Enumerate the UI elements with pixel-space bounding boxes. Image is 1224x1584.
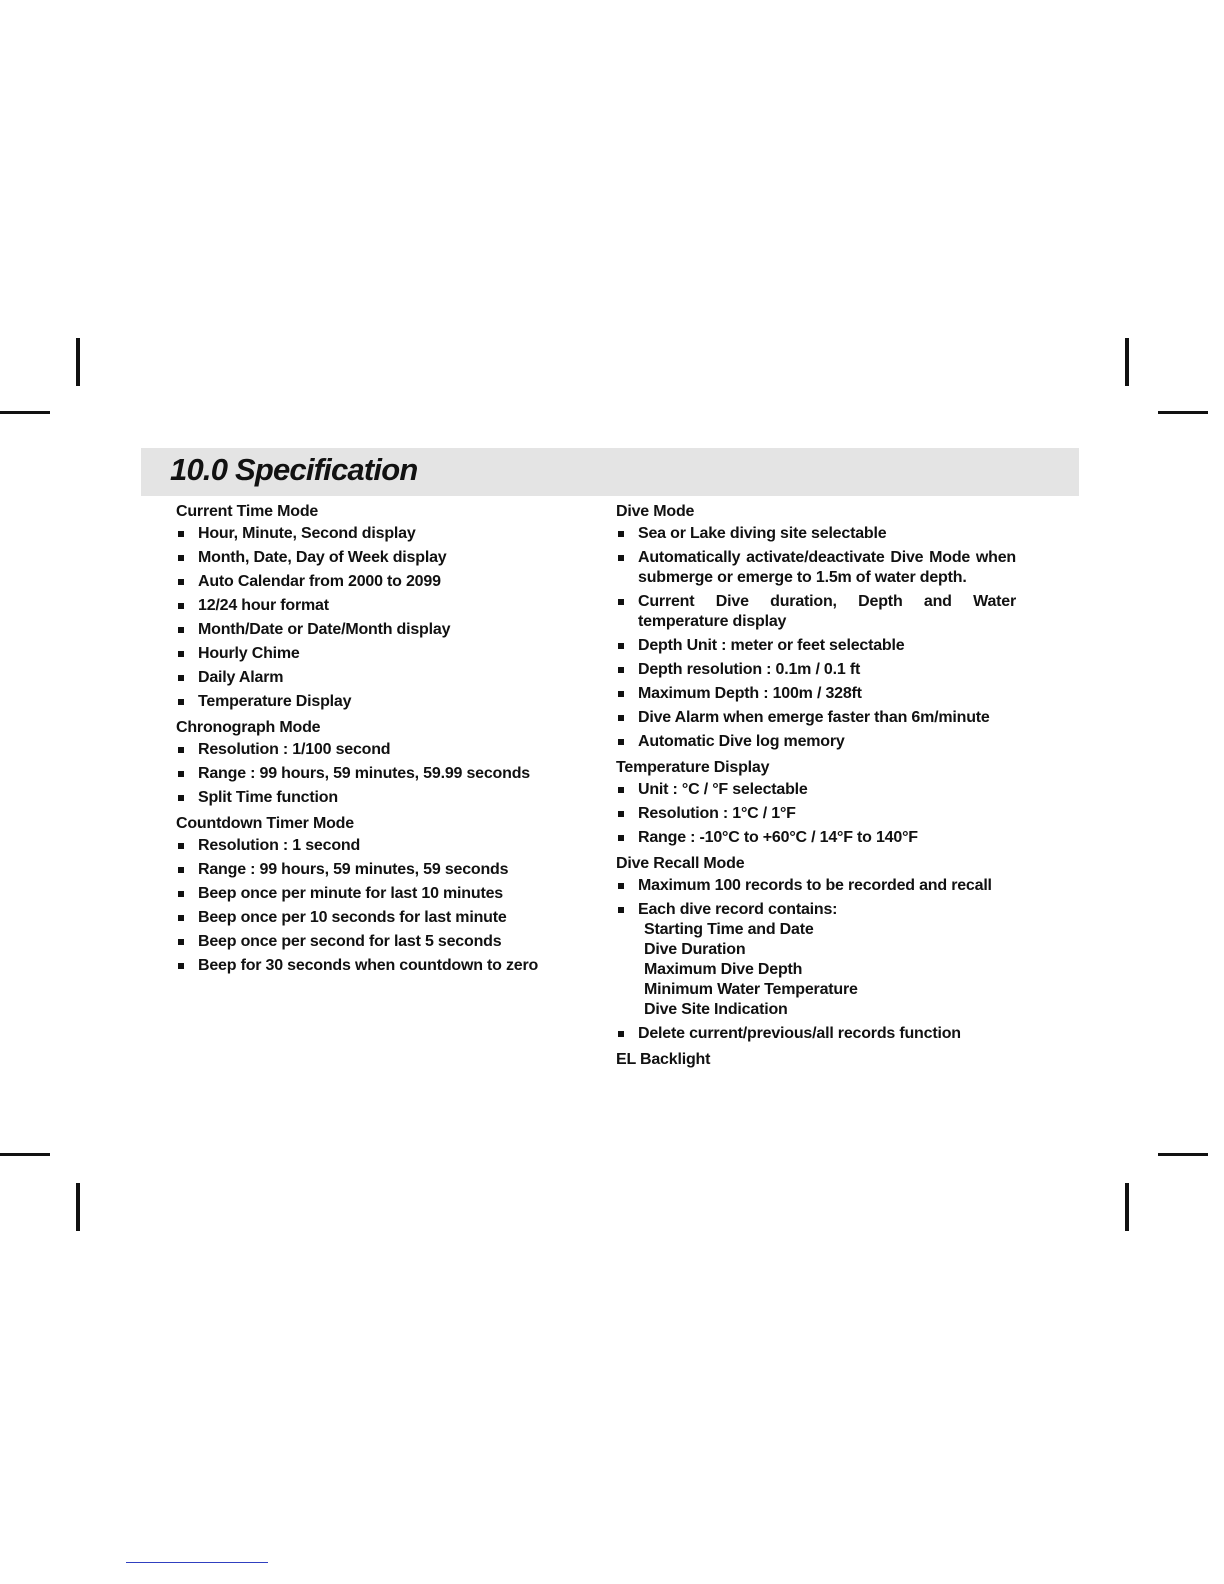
list-item	[176, 836, 596, 856]
list-item-text: Temperature Display	[198, 693, 352, 710]
bullet-icon	[178, 747, 184, 753]
list-item	[616, 780, 1016, 800]
list-item-text: Auto Calendar from 2000 to 2099	[198, 573, 441, 590]
list-item-text: Month/Date or Date/Month display	[198, 621, 451, 638]
list-item	[176, 644, 596, 664]
list-item	[616, 592, 1016, 632]
sub-list-item: Dive Duration	[644, 941, 746, 958]
right-column	[616, 500, 1016, 1072]
list-item-text: Each dive record contains:	[638, 901, 838, 918]
list-item-text: Current Dive duration, Depth and Water temperature display	[638, 593, 1016, 630]
list-item	[616, 732, 1016, 752]
list-item-text: Resolution : 1 second	[198, 837, 361, 854]
list-item	[176, 572, 596, 592]
section-heading-dive-recall-mode: Dive Recall Mode	[616, 855, 745, 872]
crop-mark-bottom-right-horizontal	[1158, 1153, 1208, 1156]
bullet-icon	[178, 891, 184, 897]
list-item-text: Month, Date, Day of Week display	[198, 549, 447, 566]
sub-list-item: Starting Time and Date	[644, 921, 814, 938]
crop-mark-top-right-horizontal	[1158, 411, 1208, 414]
list-item	[176, 692, 596, 712]
list-item	[616, 804, 1016, 824]
bullet-icon	[618, 599, 624, 605]
bullet-icon	[618, 691, 624, 697]
list-item	[616, 524, 1016, 544]
bullet-icon	[178, 795, 184, 801]
list-item-text: Range : 99 hours, 59 minutes, 59.99 seconds	[198, 765, 530, 782]
list-item-text: Unit : °C / °F selectable	[638, 781, 808, 798]
bullet-icon	[178, 627, 184, 633]
bullet-icon	[618, 787, 624, 793]
dive-mode-list	[616, 524, 1016, 752]
list-item	[176, 596, 596, 616]
sub-list-item: Dive Site Indication	[644, 1001, 788, 1018]
list-item	[176, 932, 596, 952]
list-item	[616, 636, 1016, 656]
list-item-text: Dive Alarm when emerge faster than 6m/minute	[638, 709, 990, 726]
chronograph-mode-list	[176, 740, 596, 808]
bullet-icon	[178, 531, 184, 537]
bullet-icon	[618, 1031, 624, 1037]
bullet-icon	[618, 907, 624, 913]
list-item-text: Beep for 30 seconds when countdown to zero	[198, 957, 539, 974]
list-item-text: Split Time function	[198, 789, 338, 806]
list-item	[176, 860, 596, 880]
crop-mark-top-right-vertical	[1125, 338, 1129, 386]
list-item	[616, 876, 1016, 896]
section-heading-el-backlight: EL Backlight	[616, 1051, 711, 1068]
bullet-icon	[618, 555, 624, 561]
footer-rule	[126, 1562, 268, 1563]
bullet-icon	[178, 699, 184, 705]
bullet-icon	[618, 811, 624, 817]
section-heading-temperature-display: Temperature Display	[616, 759, 770, 776]
crop-mark-bottom-right-vertical	[1125, 1183, 1129, 1231]
bullet-icon	[178, 963, 184, 969]
bullet-icon	[178, 867, 184, 873]
bullet-icon	[178, 771, 184, 777]
bullet-icon	[178, 603, 184, 609]
bullet-icon	[178, 915, 184, 921]
sub-list-item: Minimum Water Temperature	[644, 981, 858, 998]
list-item	[616, 660, 1016, 680]
bullet-icon	[618, 643, 624, 649]
section-heading-chronograph-mode: Chronograph Mode	[176, 719, 321, 736]
list-item-text: Depth Unit : meter or feet selectable	[638, 637, 905, 654]
countdown-timer-mode-list	[176, 836, 596, 976]
bullet-icon	[618, 835, 624, 841]
bullet-icon	[618, 739, 624, 745]
list-item	[176, 956, 596, 976]
bullet-icon	[178, 555, 184, 561]
bullet-icon	[178, 843, 184, 849]
list-item-text: Sea or Lake diving site selectable	[638, 525, 887, 542]
bullet-icon	[178, 675, 184, 681]
list-item	[616, 708, 1016, 728]
list-item	[616, 1024, 1016, 1044]
list-item	[176, 620, 596, 640]
list-item-text: Daily Alarm	[198, 669, 284, 686]
list-item-text: Beep once per 10 seconds for last minute	[198, 909, 507, 926]
list-item-text: Automatic Dive log memory	[638, 733, 845, 750]
dive-record-contents-list	[638, 920, 1016, 1020]
list-item-text: Resolution : 1°C / 1°F	[638, 805, 796, 822]
list-item-text: Beep once per second for last 5 seconds	[198, 933, 502, 950]
list-item-text: Maximum Depth : 100m / 328ft	[638, 685, 862, 702]
temperature-display-list	[616, 780, 1016, 848]
list-item	[616, 828, 1016, 848]
bullet-icon	[178, 939, 184, 945]
crop-mark-bottom-left-horizontal	[0, 1153, 50, 1156]
list-item-text: Hour, Minute, Second display	[198, 525, 416, 542]
bullet-icon	[618, 715, 624, 721]
list-item-text: 12/24 hour format	[198, 597, 329, 614]
bullet-icon	[618, 667, 624, 673]
list-item-text: Maximum 100 records to be recorded and recall	[638, 877, 992, 894]
dive-recall-mode-list	[616, 876, 1016, 1044]
section-heading-current-time-mode: Current Time Mode	[176, 503, 319, 520]
list-item	[176, 908, 596, 928]
list-item	[616, 548, 1016, 588]
list-item-text: Hourly Chime	[198, 645, 300, 662]
list-item-text: Beep once per minute for last 10 minutes	[198, 885, 503, 902]
list-item	[616, 684, 1016, 704]
section-heading-dive-mode: Dive Mode	[616, 503, 695, 520]
list-item-text: Delete current/previous/all records function	[638, 1025, 961, 1042]
list-item-text: Range : 99 hours, 59 minutes, 59 seconds	[198, 861, 509, 878]
list-item-text: Range : -10°C to +60°C / 14°F to 140°F	[638, 829, 918, 846]
list-item	[176, 668, 596, 688]
crop-mark-bottom-left-vertical	[76, 1183, 80, 1231]
list-item	[616, 900, 1016, 1020]
list-item	[176, 764, 596, 784]
bullet-icon	[618, 531, 624, 537]
list-item-text: Resolution : 1/100 second	[198, 741, 391, 758]
page-title: 10.0 Specification	[170, 452, 418, 487]
crop-mark-top-left-horizontal	[0, 411, 50, 414]
list-item	[176, 788, 596, 808]
current-time-mode-list	[176, 524, 596, 712]
list-item	[176, 524, 596, 544]
left-column	[176, 500, 596, 980]
list-item	[176, 884, 596, 904]
list-item-text: Depth resolution : 0.1m / 0.1 ft	[638, 661, 861, 678]
bullet-icon	[618, 883, 624, 889]
list-item-text: Automatically activate/deactivate Dive Mode when submerge or emerge to 1.5m of water depth.	[638, 549, 1016, 586]
section-heading-countdown-timer-mode: Countdown Timer Mode	[176, 815, 354, 832]
crop-mark-top-left-vertical	[76, 338, 80, 386]
list-item	[176, 548, 596, 568]
sub-list-item: Maximum Dive Depth	[644, 961, 803, 978]
bullet-icon	[178, 651, 184, 657]
bullet-icon	[178, 579, 184, 585]
list-item	[176, 740, 596, 760]
